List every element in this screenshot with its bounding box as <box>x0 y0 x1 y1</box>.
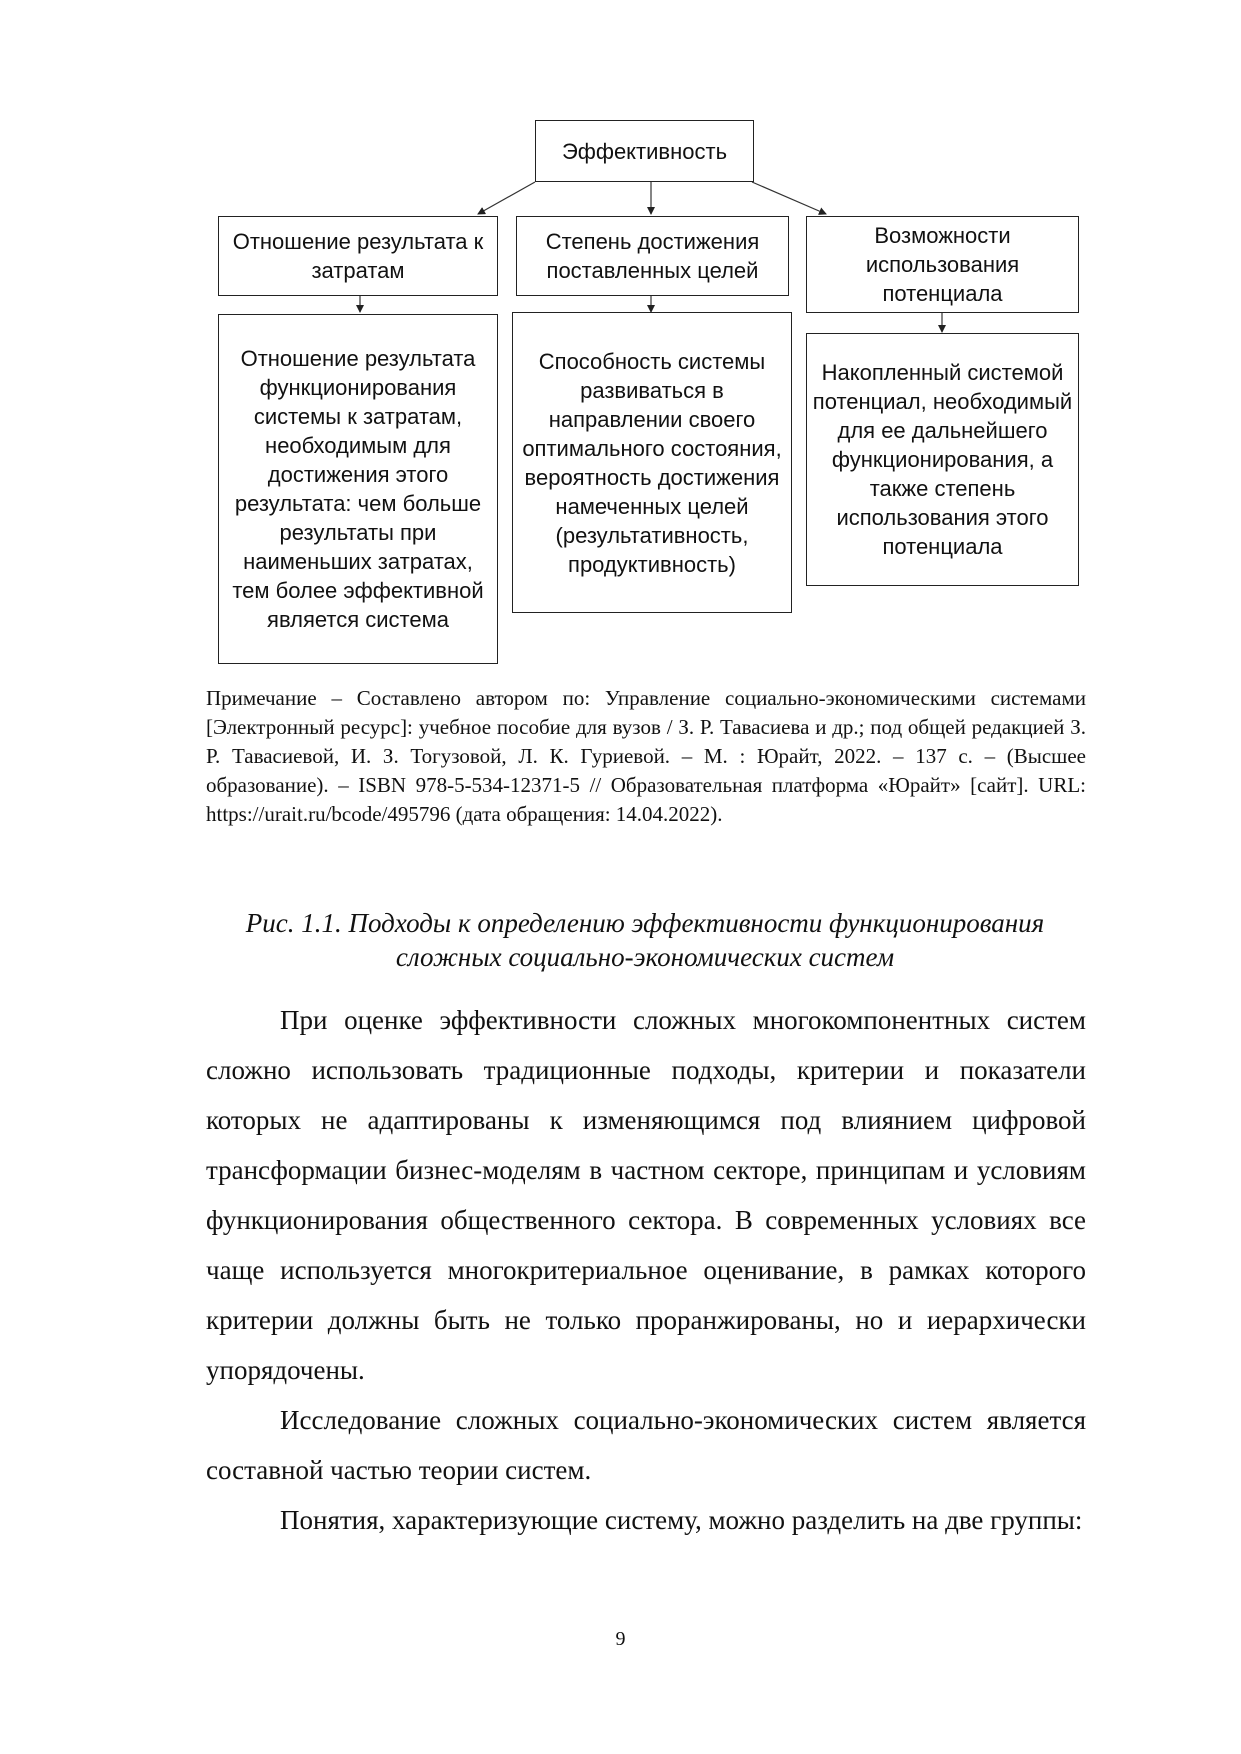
branch-heading-label: Степень достижения поставленных целей <box>545 229 760 283</box>
branch-detail-box <box>806 333 1079 586</box>
caption-line-1: Рис. 1.1. Подходы к определению эффективности функционирования <box>245 908 1045 938</box>
branch-heading-label: Отношение результата к затратам <box>232 229 484 283</box>
branch-heading-label: Возможности использования потенциала <box>865 223 1020 306</box>
branch-detail-box <box>512 312 792 613</box>
figure-caption <box>190 906 1100 974</box>
branch-heading-box <box>806 216 1079 313</box>
caption-line-2: сложных социально-экономических систем <box>395 942 895 972</box>
branch-heading-box <box>218 216 498 296</box>
root-label: Эффективность <box>561 138 728 164</box>
arrow-root-left <box>478 182 535 214</box>
branch-heading-box <box>516 216 789 296</box>
page-number: 9 <box>615 1628 626 1650</box>
branch-detail-text: Отношение результата функционирования системы к затратам, необходимым для достижения этого результата: чем больше результаты при наименьших затратах, тем более эффективной является система <box>232 346 484 632</box>
body-paragraph: При оценке эффективности сложных многокомпонентных систем сложно использовать традиционные подходы, критерии и показатели которых не адаптированы к изменяющимся под влиянием цифровой трансформации бизнес-моделям в частном секторе, принципам и условиям функционирования общественного сектора. В современных условиях все чаще используется многокритериальное оценивание, в рамках которого критерии должны быть не только проранжированы, но и иерархически упорядочены. <box>206 1005 1086 1385</box>
source-note: Примечание – Составлено автором по: Управление социально-экономическими системами [Электронный ресурс]: учебное пособие для вузов / З. Р. Тавасиева и др.; под общей редакцией З. Р. Тавасиевой, И. З. Тогузовой, Л. К. Гуриевой. – М. : Юрайт, 2022. – 137 с. – (Высшее образование). – ISBN 978-5-534-12371-5 // Образовательная платформа «Юрайт» [сайт]. URL: https://urait.ru/bcode/495796 (дата обращения: 14.04.2022). <box>206 686 1086 826</box>
branch-detail-box <box>218 314 498 664</box>
body-paragraph: Понятия, характеризующие систему, можно разделить на две группы: <box>280 1505 1083 1535</box>
root-box <box>535 120 754 182</box>
arrow-root-right <box>752 182 826 214</box>
branch-detail-text: Способность системы развиваться в направлении своего оптимального состояния, вероятность достижения намеченных целей (результативность, продуктивность) <box>522 348 782 577</box>
branch-detail-text: Накопленный системой потенциал, необходимый для ее дальнейшего функционирования, а также степень использования этого потенциала <box>812 360 1073 559</box>
body-paragraph: Исследование сложных социально-экономических систем является составной частью теории систем. <box>206 1405 1086 1485</box>
